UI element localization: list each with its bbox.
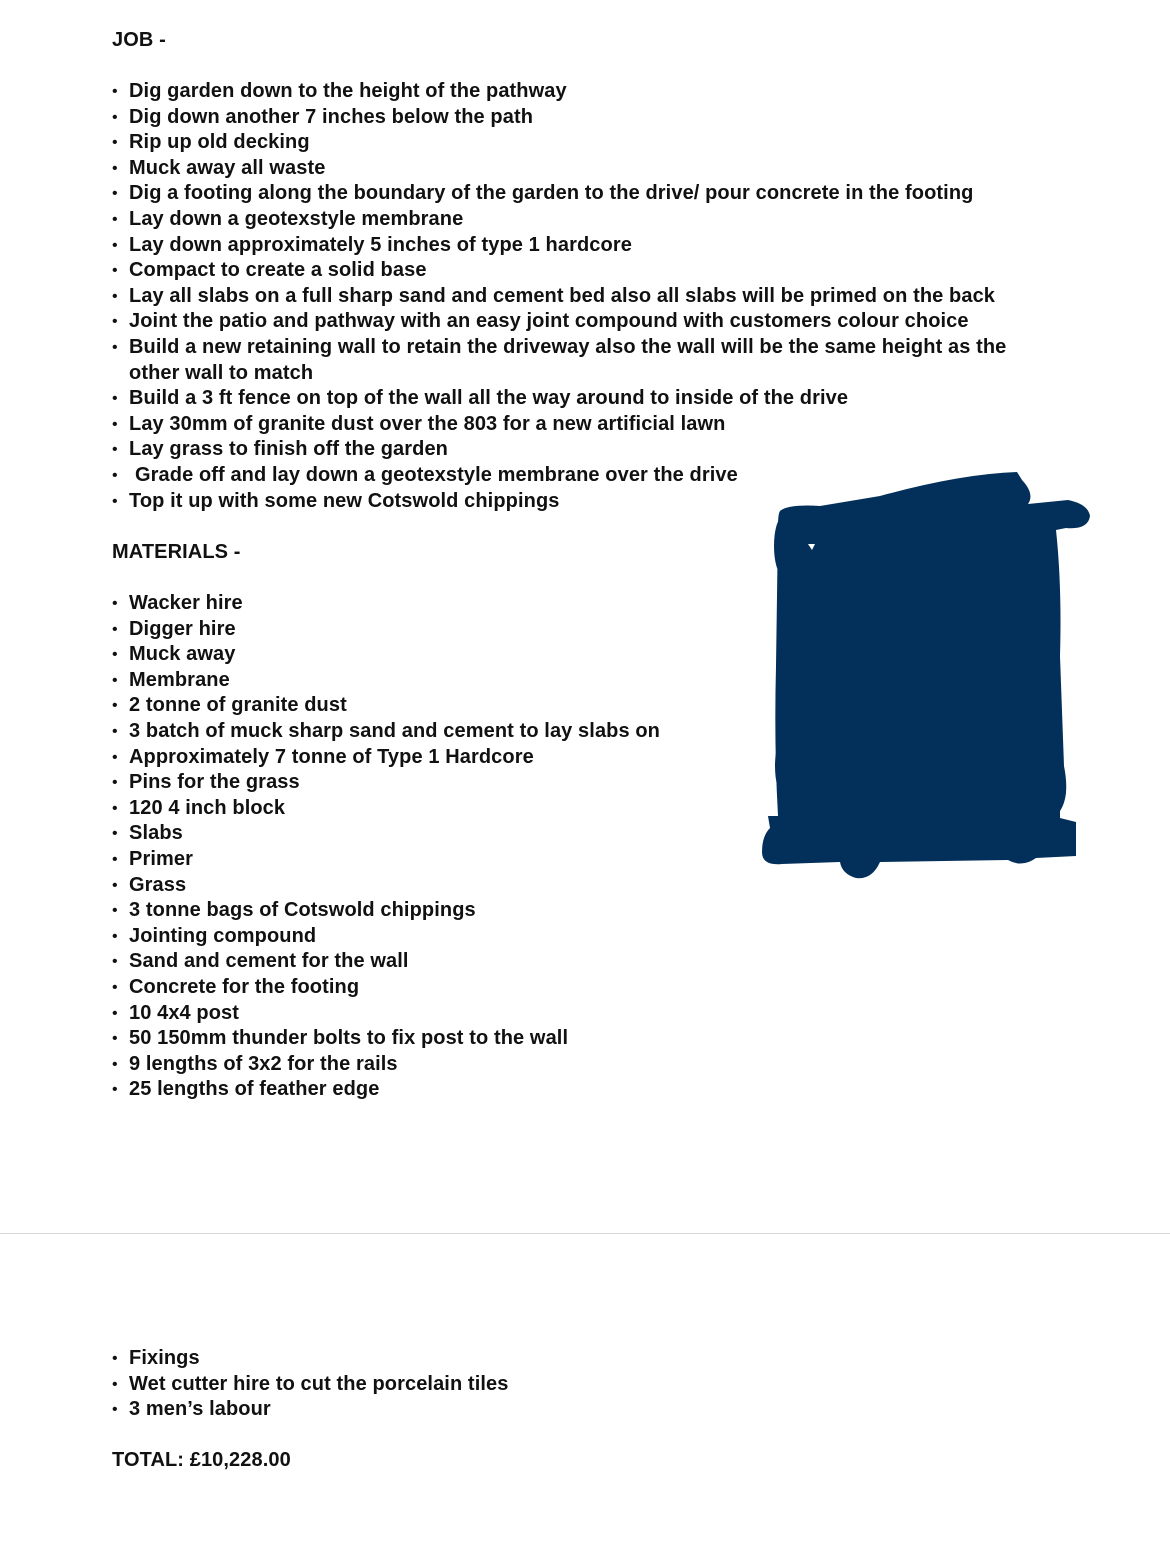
list-item: • Jointing compound bbox=[112, 924, 1092, 950]
list-item: • Lay down a geotexstyle membrane bbox=[112, 207, 1092, 233]
list-item: • Rip up old decking bbox=[112, 130, 1092, 156]
materials-heading: MATERIALS - bbox=[112, 541, 241, 563]
list-item: • Lay down approximately 5 inches of type 1 hardcore bbox=[112, 233, 1092, 259]
list-item: • Sand and cement for the wall bbox=[112, 949, 1092, 975]
list-item: • 3 batch of muck sharp sand and cement to lay slabs on bbox=[112, 719, 1092, 745]
list-item: • Primer bbox=[112, 847, 1092, 873]
list-item: • Joint the patio and pathway with an easy joint compound with customers colour choice bbox=[112, 309, 1092, 335]
list-item: • 2 tonne of granite dust bbox=[112, 693, 1092, 719]
list-item: • Wacker hire bbox=[112, 591, 1092, 617]
list-item: • Dig garden down to the height of the pathway bbox=[112, 79, 1092, 105]
page-divider bbox=[0, 1233, 1170, 1234]
list-item: • Pins for the grass bbox=[112, 770, 1092, 796]
list-item: • Lay all slabs on a full sharp sand and cement bed also all slabs will be primed on the back bbox=[112, 284, 1092, 310]
list-item: • Membrane bbox=[112, 668, 1092, 694]
list-item: • Lay grass to finish off the garden bbox=[112, 437, 1092, 463]
list-item: • 9 lengths of 3x2 for the rails bbox=[112, 1052, 1092, 1078]
list-item: • Wet cutter hire to cut the porcelain tiles bbox=[112, 1372, 1092, 1398]
job-list bbox=[112, 79, 1092, 514]
list-item: • Digger hire bbox=[112, 617, 1092, 643]
list-item: • Slabs bbox=[112, 821, 1092, 847]
list-item: • 120 4 inch block bbox=[112, 796, 1092, 822]
list-item: • Fixings bbox=[112, 1346, 1092, 1372]
job-heading: JOB - bbox=[112, 29, 166, 51]
list-item: • Dig down another 7 inches below the path bbox=[112, 105, 1092, 131]
list-item: • Build a new retaining wall to retain the driveway also the wall will be the same height as the other wall to match bbox=[112, 335, 1039, 386]
list-item: • Grade off and lay down a geotexstyle membrane over the drive bbox=[112, 463, 1092, 489]
list-item: • Top it up with some new Cotswold chippings bbox=[112, 489, 1092, 515]
list-item: • Compact to create a solid base bbox=[112, 258, 1092, 284]
list-item: • Approximately 7 tonne of Type 1 Hardcore bbox=[112, 745, 1092, 771]
list-item: • Muck away bbox=[112, 642, 1092, 668]
list-item: • Build a 3 ft fence on top of the wall all the way around to inside of the drive bbox=[112, 386, 1092, 412]
list-item: • Dig a footing along the boundary of the garden to the drive/ pour concrete in the footing bbox=[112, 181, 1092, 207]
list-item: • 3 tonne bags of Cotswold chippings bbox=[112, 898, 1092, 924]
list-item: • Grass bbox=[112, 873, 1092, 899]
list-item: • 25 lengths of feather edge bbox=[112, 1077, 1092, 1103]
redaction-mark bbox=[760, 466, 1095, 881]
materials-list-continued bbox=[112, 1346, 1092, 1423]
list-item: • 3 men’s labour bbox=[112, 1397, 1092, 1423]
total-price: TOTAL: £10,228.00 bbox=[112, 1449, 291, 1471]
list-item: • Muck away all waste bbox=[112, 156, 1092, 182]
list-item: • Lay 30mm of granite dust over the 803 for a new artificial lawn bbox=[112, 412, 1092, 438]
list-item: • Concrete for the footing bbox=[112, 975, 1092, 1001]
list-item: • 10 4x4 post bbox=[112, 1001, 1092, 1027]
list-item: • 50 150mm thunder bolts to fix post to the wall bbox=[112, 1026, 1092, 1052]
